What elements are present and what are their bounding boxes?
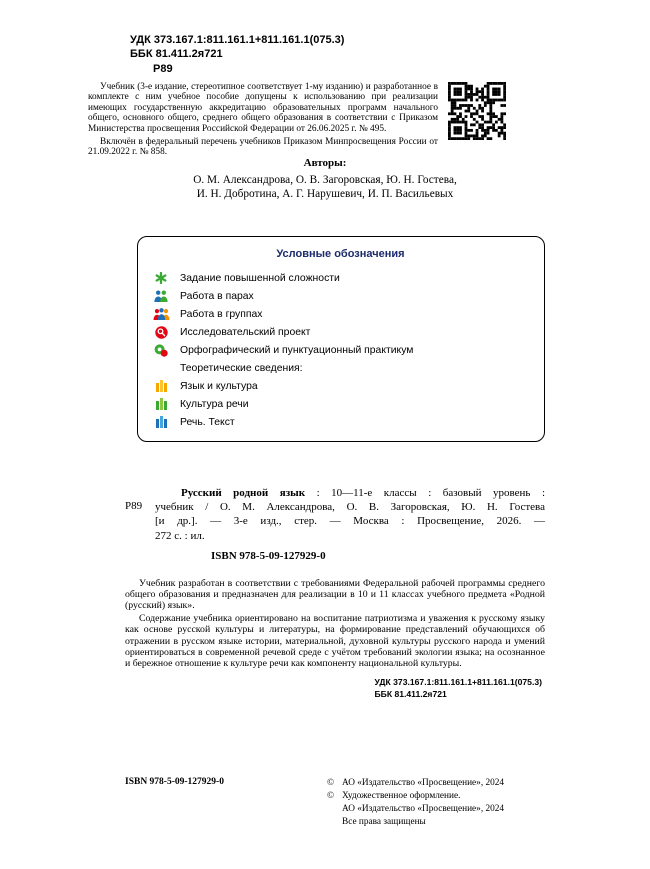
admission-notice: [88, 82, 546, 158]
copyright-line: [327, 790, 545, 803]
copyright-line: [327, 777, 545, 790]
legend-item-label: Задание повышенной сложности: [180, 272, 340, 284]
catalog-card: [125, 486, 545, 700]
copyright-line: [327, 803, 545, 816]
footer-isbn: ISBN 978-5-09-127929-0: [125, 777, 224, 787]
udk-line: УДК 373.167.1:811.161.1+811.161.1(075.3): [374, 677, 542, 688]
author-sign-code: Р89: [153, 63, 173, 75]
legend-box: [137, 236, 545, 442]
catalog-entry-line: 272 с. : ил.: [155, 529, 205, 542]
pair-work-icon: [151, 290, 171, 302]
catalog-code: Р89: [125, 500, 143, 512]
legend-item: [151, 359, 530, 377]
qr-code: [448, 82, 506, 140]
copyright-text: АО «Издательство «Просвещение», 2024: [342, 778, 505, 788]
research-project-icon: [151, 326, 171, 339]
legend-item-label: Исследовательский проект: [180, 326, 311, 338]
footer: [125, 777, 545, 829]
speech-culture-bars-icon: [151, 398, 171, 410]
bbk-line: ББК 81.411.2я721: [374, 688, 447, 699]
lang-culture-bars-icon: [151, 380, 171, 392]
copyright-text: АО «Издательство «Просвещение», 2024: [342, 804, 505, 814]
legend-item-label: Речь. Текст: [180, 416, 235, 428]
catalog-isbn: ISBN 978-5-09-127929-0: [211, 549, 326, 562]
catalog-entry-line: [155, 486, 545, 500]
federal-list-paragraph: Включён в федеральный перечень учебников Приказом Минпросвещения России от 21.09.2022 г. № 858.: [88, 137, 438, 158]
admission-notice-text: [88, 82, 438, 158]
copyright-mark: ©: [327, 791, 335, 801]
copyright-mark: [327, 803, 342, 816]
legend-item-label: Работа в парах: [180, 290, 254, 302]
text-speech-bars-icon: [151, 416, 171, 428]
legend-item-label: Орфографический и пунктуационный практикум: [180, 344, 414, 356]
annotation-paragraph: Содержание учебника ориентировано на воспитание патриотизма и уважения к русскому языку как основе русской культуры и литературы, на формирование представлений обучающихся об отражении в русском языке истории, материальной, духовной культуры русского народа и умений ориентироваться в современной речевой среде с учётом требований экологии языка; на осознанное и бережное отношение к культуре речи как компоненту национальной культуры.: [125, 613, 545, 669]
legend-item: [151, 377, 530, 395]
legend-item-label: Язык и культура: [180, 380, 258, 392]
legend-item: [151, 269, 530, 287]
copyright-mark: [327, 816, 342, 829]
copyright-line: [327, 816, 545, 829]
udk-line: УДК 373.167.1:811.161.1+811.161.1(075.3): [130, 34, 345, 46]
admission-paragraph: Учебник (3-е издание, стереотипное соответствует 1-му изданию) и разработанное в комплекте с ним учебное пособие допущены к использованию при реализации имеющих государственную аккредитацию образовательных программ начального общего, основного общего, среднего общего образования в соответствии с Приказом Министерства просвещения Российской Федерации от 26.06.2025 г. № 495.: [88, 82, 438, 134]
copyright-text: Все права защищены: [342, 817, 426, 827]
authors-line: И. Н. Добротина, А. Г. Нарушевич, И. П. Васильевых: [196, 187, 454, 200]
group-work-icon: [151, 308, 171, 320]
catalog-line-rest: : 10—11-е классы : базовый уровень :: [305, 487, 546, 499]
catalog-entry-line: учебник / О. М. Александрова, О. В. Загоровская, Ю. Н. Гостева: [155, 501, 545, 514]
authors-line: О. М. Александрова, О. В. Загоровская, Ю. Н. Гостева,: [193, 173, 457, 186]
catalog-entry: [125, 486, 545, 562]
catalog-title: Русский родной язык: [181, 487, 306, 499]
legend-item: [151, 413, 530, 431]
catalog-entry-line: [и др.]. — 3-е изд., стер. — Москва : Просвещение, 2026. —: [155, 515, 545, 528]
copyright-mark: ©: [327, 778, 335, 788]
copyright-block: [327, 777, 545, 829]
difficulty-asterisk-icon: [151, 272, 171, 284]
legend-item-label: Культура речи: [180, 398, 249, 410]
spelling-practicum-icon: [151, 344, 171, 357]
legend-item: [151, 395, 530, 413]
legend-item: [151, 341, 530, 359]
annotation-paragraph: Учебник разработан в соответствии с требованиями Федеральной рабочей программы среднего общего образования и предназначен для реализации в 10 и 11 классах учебного предмета «Родной (русский) язык».: [125, 577, 545, 612]
legend-item: [151, 323, 530, 341]
legend-item: [151, 287, 530, 305]
legend-item-label: Работа в группах: [180, 308, 263, 320]
imprint-codes: [130, 33, 344, 76]
bbk-line: ББК 81.411.2я721: [130, 48, 223, 60]
catalog-udk-bbk: [374, 677, 542, 700]
authors-block: [0, 157, 650, 201]
legend-title: Условные обозначения: [276, 248, 405, 260]
copyright-text: Художественное оформление.: [342, 791, 461, 801]
authors-label: Авторы:: [303, 157, 347, 169]
legend-item-label: Теоретические сведения:: [180, 362, 303, 374]
legend-item: [151, 305, 530, 323]
